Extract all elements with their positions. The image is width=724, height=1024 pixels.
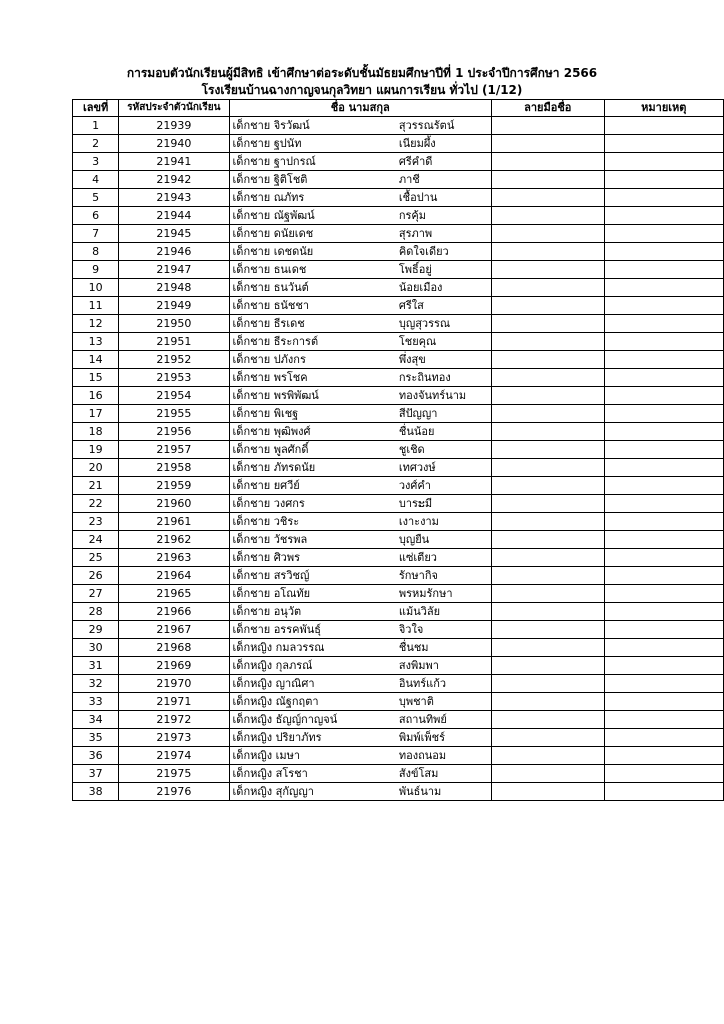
signature-cell: [491, 513, 604, 531]
signature-cell: [491, 603, 604, 621]
remark-cell: [604, 243, 723, 261]
signature-cell: [491, 207, 604, 225]
signature-cell: [491, 693, 604, 711]
student-surname: บารະมี: [397, 495, 492, 513]
student-surname: ชื่นชม: [397, 639, 492, 657]
student-surname: แม้นวิลัย: [397, 603, 492, 621]
student-name: เด็กชาย วงศกร: [229, 495, 397, 513]
student-surname: กรคุ้ม: [397, 207, 492, 225]
signature-cell: [491, 135, 604, 153]
row-number: 33: [73, 693, 119, 711]
remark-cell: [604, 621, 723, 639]
row-number: 23: [73, 513, 119, 531]
signature-cell: [491, 639, 604, 657]
student-surname: ภาชี: [397, 171, 492, 189]
student-name: เด็กชาย ธนัชชา: [229, 297, 397, 315]
remark-cell: [604, 765, 723, 783]
student-surname: สถานทิพย์: [397, 711, 492, 729]
student-surname: แซ่เตียว: [397, 549, 492, 567]
student-surname: พันธ์นาม: [397, 783, 492, 801]
signature-cell: [491, 117, 604, 135]
student-surname: ชื่นน้อย: [397, 423, 492, 441]
student-name: เด็กชาย ธนเดช: [229, 261, 397, 279]
row-number: 13: [73, 333, 119, 351]
student-id: 21967: [119, 621, 229, 639]
student-surname: บุพชาติ: [397, 693, 492, 711]
table-row: [73, 729, 724, 747]
signature-cell: [491, 261, 604, 279]
student-id: 21974: [119, 747, 229, 765]
student-id: 21946: [119, 243, 229, 261]
table-row: [73, 513, 724, 531]
table-row: [73, 135, 724, 153]
signature-cell: [491, 243, 604, 261]
table-header-row: [73, 100, 724, 117]
student-id: 21945: [119, 225, 229, 243]
student-surname: เทศวงษ์: [397, 459, 492, 477]
student-name: เด็กหญิง สุกัญญา: [229, 783, 397, 801]
remark-cell: [604, 387, 723, 405]
remark-cell: [604, 333, 723, 351]
table-row: [73, 711, 724, 729]
remark-cell: [604, 315, 723, 333]
row-number: 32: [73, 675, 119, 693]
student-surname: ทองจันทร์นาม: [397, 387, 492, 405]
remark-cell: [604, 639, 723, 657]
student-name: เด็กชาย ดนัยเดช: [229, 225, 397, 243]
remark-cell: [604, 747, 723, 765]
signature-cell: [491, 657, 604, 675]
row-number: 18: [73, 423, 119, 441]
remark-cell: [604, 279, 723, 297]
header-signature: ลายมือชื่อ: [491, 100, 604, 117]
student-surname: โชยคุณ: [397, 333, 492, 351]
student-surname: เนียมผึ้ง: [397, 135, 492, 153]
table-row: [73, 765, 724, 783]
document-subtitle: โรงเรียนบ้านฉางกาญจนกุลวิทยา แผนการเรียน ทั่วไป (1/12): [201, 83, 523, 97]
student-name: เด็กหญิง กมลวรรณ: [229, 639, 397, 657]
student-name: เด็กหญิง กุลภรณ์: [229, 657, 397, 675]
row-number: 24: [73, 531, 119, 549]
table-row: [73, 783, 724, 801]
table-row: [73, 657, 724, 675]
student-name: เด็กชาย วชิระ: [229, 513, 397, 531]
signature-cell: [491, 153, 604, 171]
student-name: เด็กชาย อรรคพันธุ์: [229, 621, 397, 639]
remark-cell: [604, 657, 723, 675]
student-name: เด็กชาย ณภัทร: [229, 189, 397, 207]
student-name: เด็กชาย สรวิชญ์: [229, 567, 397, 585]
table-row: [73, 153, 724, 171]
signature-cell: [491, 531, 604, 549]
student-name: เด็กชาย ศิวพร: [229, 549, 397, 567]
row-number: 21: [73, 477, 119, 495]
signature-cell: [491, 729, 604, 747]
row-number: 16: [73, 387, 119, 405]
row-number: 36: [73, 747, 119, 765]
student-name: เด็กชาย พรพิพัฒน์: [229, 387, 397, 405]
signature-cell: [491, 675, 604, 693]
student-name: เด็กชาย อนุวัต: [229, 603, 397, 621]
student-name: เด็กชาย ฐปนัท: [229, 135, 397, 153]
student-id: 21969: [119, 657, 229, 675]
signature-cell: [491, 351, 604, 369]
signature-cell: [491, 279, 604, 297]
student-name: เด็กชาย ณัฐพัฒน์: [229, 207, 397, 225]
row-number: 1: [73, 117, 119, 135]
row-number: 27: [73, 585, 119, 603]
student-surname: สังข์โสม: [397, 765, 492, 783]
student-surname: สงพิมพา: [397, 657, 492, 675]
table-row: [73, 243, 724, 261]
row-number: 31: [73, 657, 119, 675]
signature-cell: [491, 585, 604, 603]
signature-cell: [491, 621, 604, 639]
student-surname: จิวใจ: [397, 621, 492, 639]
student-name: เด็กชาย ธีระการต์: [229, 333, 397, 351]
student-name: เด็กชาย ฐิติโชติ: [229, 171, 397, 189]
student-id: 21949: [119, 297, 229, 315]
student-surname: อินทร์แก้ว: [397, 675, 492, 693]
table-row: [73, 207, 724, 225]
row-number: 38: [73, 783, 119, 801]
row-number: 3: [73, 153, 119, 171]
row-number: 17: [73, 405, 119, 423]
header-no: เลขที่: [73, 100, 119, 117]
row-number: 4: [73, 171, 119, 189]
student-name: เด็กชาย วัชรพล: [229, 531, 397, 549]
student-surname: คิดใจเดียว: [397, 243, 492, 261]
signature-cell: [491, 315, 604, 333]
row-number: 10: [73, 279, 119, 297]
student-surname: รักษากิจ: [397, 567, 492, 585]
student-surname: เงาะงาม: [397, 513, 492, 531]
table-row: [73, 531, 724, 549]
student-surname: ชูเชิด: [397, 441, 492, 459]
student-id: 21953: [119, 369, 229, 387]
table-row: [73, 117, 724, 135]
table-row: [73, 351, 724, 369]
remark-cell: [604, 189, 723, 207]
student-id: 21972: [119, 711, 229, 729]
remark-cell: [604, 693, 723, 711]
row-number: 9: [73, 261, 119, 279]
signature-cell: [491, 495, 604, 513]
signature-cell: [491, 405, 604, 423]
row-number: 7: [73, 225, 119, 243]
student-surname: บุญยืน: [397, 531, 492, 549]
row-number: 28: [73, 603, 119, 621]
student-id: 21975: [119, 765, 229, 783]
student-surname: บุญสุวรรณ: [397, 315, 492, 333]
table-row: [73, 621, 724, 639]
student-id: 21939: [119, 117, 229, 135]
student-id: 21965: [119, 585, 229, 603]
student-surname: พึ่งสุข: [397, 351, 492, 369]
remark-cell: [604, 603, 723, 621]
table-row: [73, 387, 724, 405]
signature-cell: [491, 387, 604, 405]
table-row: [73, 693, 724, 711]
row-number: 6: [73, 207, 119, 225]
table-row: [73, 567, 724, 585]
row-number: 5: [73, 189, 119, 207]
signature-cell: [491, 297, 604, 315]
row-number: 19: [73, 441, 119, 459]
student-id: 21950: [119, 315, 229, 333]
table-row: [73, 495, 724, 513]
remark-cell: [604, 153, 723, 171]
table-row: [73, 333, 724, 351]
table-row: [73, 441, 724, 459]
row-number: 37: [73, 765, 119, 783]
student-surname: โพธิ์อยู่: [397, 261, 492, 279]
student-id: 21954: [119, 387, 229, 405]
remark-cell: [604, 513, 723, 531]
table-row: [73, 315, 724, 333]
row-number: 14: [73, 351, 119, 369]
table-row: [73, 477, 724, 495]
student-id: 21955: [119, 405, 229, 423]
table-row: [73, 459, 724, 477]
table-row: [73, 279, 724, 297]
remark-cell: [604, 369, 723, 387]
student-id: 21941: [119, 153, 229, 171]
student-surname: สุวรรณรัตน์: [397, 117, 492, 135]
student-surname: สีปัญญา: [397, 405, 492, 423]
student-surname: น้อยเมือง: [397, 279, 492, 297]
remark-cell: [604, 297, 723, 315]
row-number: 34: [73, 711, 119, 729]
student-name: เด็กหญิง ธัญญ์กาญจน์: [229, 711, 397, 729]
row-number: 12: [73, 315, 119, 333]
student-id: 21961: [119, 513, 229, 531]
table-body: [73, 117, 724, 801]
remark-cell: [604, 477, 723, 495]
student-id: 21948: [119, 279, 229, 297]
remark-cell: [604, 531, 723, 549]
student-id: 21944: [119, 207, 229, 225]
table-row: [73, 405, 724, 423]
student-surname: เชื้อปาน: [397, 189, 492, 207]
signature-cell: [491, 783, 604, 801]
remark-cell: [604, 261, 723, 279]
table-row: [73, 261, 724, 279]
remark-cell: [604, 171, 723, 189]
row-number: 22: [73, 495, 119, 513]
student-name: เด็กหญิง สโรชา: [229, 765, 397, 783]
student-name: เด็กหญิง ปริยาภัทร: [229, 729, 397, 747]
student-id: 21943: [119, 189, 229, 207]
row-number: 20: [73, 459, 119, 477]
remark-cell: [604, 729, 723, 747]
signature-cell: [491, 225, 604, 243]
table-row: [73, 225, 724, 243]
student-name: เด็กชาย พูลศักดิ์: [229, 441, 397, 459]
row-number: 30: [73, 639, 119, 657]
student-surname: กระถินทอง: [397, 369, 492, 387]
table-row: [73, 639, 724, 657]
student-id: 21968: [119, 639, 229, 657]
student-id: 21973: [119, 729, 229, 747]
student-name: เด็กชาย อโณทัย: [229, 585, 397, 603]
student-id: 21952: [119, 351, 229, 369]
table-row: [73, 423, 724, 441]
signature-cell: [491, 567, 604, 585]
student-name: เด็กชาย พิเชฐ: [229, 405, 397, 423]
student-id: 21959: [119, 477, 229, 495]
student-name: เด็กชาย จิรวัฒน์: [229, 117, 397, 135]
remark-cell: [604, 783, 723, 801]
table-row: [73, 675, 724, 693]
student-id: 21963: [119, 549, 229, 567]
header-student-id: รหัสประจำตัวนักเรียน: [119, 100, 229, 117]
table-row: [73, 603, 724, 621]
student-id: 21957: [119, 441, 229, 459]
student-id: 21960: [119, 495, 229, 513]
student-name: เด็กชาย พุฒิพงศ์: [229, 423, 397, 441]
student-name: เด็กชาย ฐาปกรณ์: [229, 153, 397, 171]
row-number: 11: [73, 297, 119, 315]
row-number: 25: [73, 549, 119, 567]
student-id: 21970: [119, 675, 229, 693]
student-id: 21956: [119, 423, 229, 441]
signature-cell: [491, 459, 604, 477]
remark-cell: [604, 549, 723, 567]
student-surname: วงศ์คำ: [397, 477, 492, 495]
student-id: 21966: [119, 603, 229, 621]
row-number: 8: [73, 243, 119, 261]
remark-cell: [604, 711, 723, 729]
signature-cell: [491, 747, 604, 765]
student-name: เด็กชาย ธนวันต์: [229, 279, 397, 297]
student-id: 21942: [119, 171, 229, 189]
student-id: 21971: [119, 693, 229, 711]
signature-cell: [491, 333, 604, 351]
remark-cell: [604, 117, 723, 135]
student-name: เด็กชาย พรโชค: [229, 369, 397, 387]
student-name: เด็กชาย ภัทรดนัย: [229, 459, 397, 477]
student-id: 21976: [119, 783, 229, 801]
student-id: 21940: [119, 135, 229, 153]
remark-cell: [604, 135, 723, 153]
signature-cell: [491, 423, 604, 441]
remark-cell: [604, 423, 723, 441]
remark-cell: [604, 585, 723, 603]
table-row: [73, 747, 724, 765]
student-id: 21947: [119, 261, 229, 279]
table-row: [73, 585, 724, 603]
row-number: 26: [73, 567, 119, 585]
student-name: เด็กชาย ยศวีย์: [229, 477, 397, 495]
student-id: 21962: [119, 531, 229, 549]
student-name: เด็กหญิง ญาณิศา: [229, 675, 397, 693]
student-surname: ศรีใส: [397, 297, 492, 315]
table-row: [73, 297, 724, 315]
remark-cell: [604, 459, 723, 477]
header-remark: หมายเหตุ: [604, 100, 723, 117]
signature-cell: [491, 369, 604, 387]
signature-cell: [491, 549, 604, 567]
remark-cell: [604, 207, 723, 225]
student-surname: ทองถนอม: [397, 747, 492, 765]
row-number: 15: [73, 369, 119, 387]
remark-cell: [604, 675, 723, 693]
row-number: 35: [73, 729, 119, 747]
table-row: [73, 189, 724, 207]
student-name: เด็กชาย ปภังกร: [229, 351, 397, 369]
student-surname: ศรีคำดี: [397, 153, 492, 171]
student-id: 21964: [119, 567, 229, 585]
student-table: [72, 99, 724, 801]
row-number: 2: [73, 135, 119, 153]
table-row: [73, 549, 724, 567]
table-row: [73, 171, 724, 189]
remark-cell: [604, 405, 723, 423]
student-surname: พิมพ์เพ็ชร์: [397, 729, 492, 747]
signature-cell: [491, 765, 604, 783]
remark-cell: [604, 567, 723, 585]
student-id: 21958: [119, 459, 229, 477]
table-row: [73, 369, 724, 387]
header-name: ชื่อ นามสกุล: [229, 100, 491, 117]
signature-cell: [491, 441, 604, 459]
document-title: การมอบตัวนักเรียนผู้มีสิทธิ เข้าศึกษาต่อระดับชั้นมัธยมศึกษาปีที่ 1 ประจำปีการศึกษา 2566: [126, 66, 598, 80]
signature-cell: [491, 711, 604, 729]
signature-cell: [491, 189, 604, 207]
student-name: เด็กหญิง เมษา: [229, 747, 397, 765]
remark-cell: [604, 351, 723, 369]
student-name: เด็กชาย เดชดนัย: [229, 243, 397, 261]
student-name: เด็กหญิง ณัฐกฤตา: [229, 693, 397, 711]
student-surname: สุรภาพ: [397, 225, 492, 243]
remark-cell: [604, 441, 723, 459]
student-name: เด็กชาย ธีรเดช: [229, 315, 397, 333]
remark-cell: [604, 225, 723, 243]
student-id: 21951: [119, 333, 229, 351]
row-number: 29: [73, 621, 119, 639]
signature-cell: [491, 171, 604, 189]
student-surname: พรหมรักษา: [397, 585, 492, 603]
remark-cell: [604, 495, 723, 513]
signature-cell: [491, 477, 604, 495]
